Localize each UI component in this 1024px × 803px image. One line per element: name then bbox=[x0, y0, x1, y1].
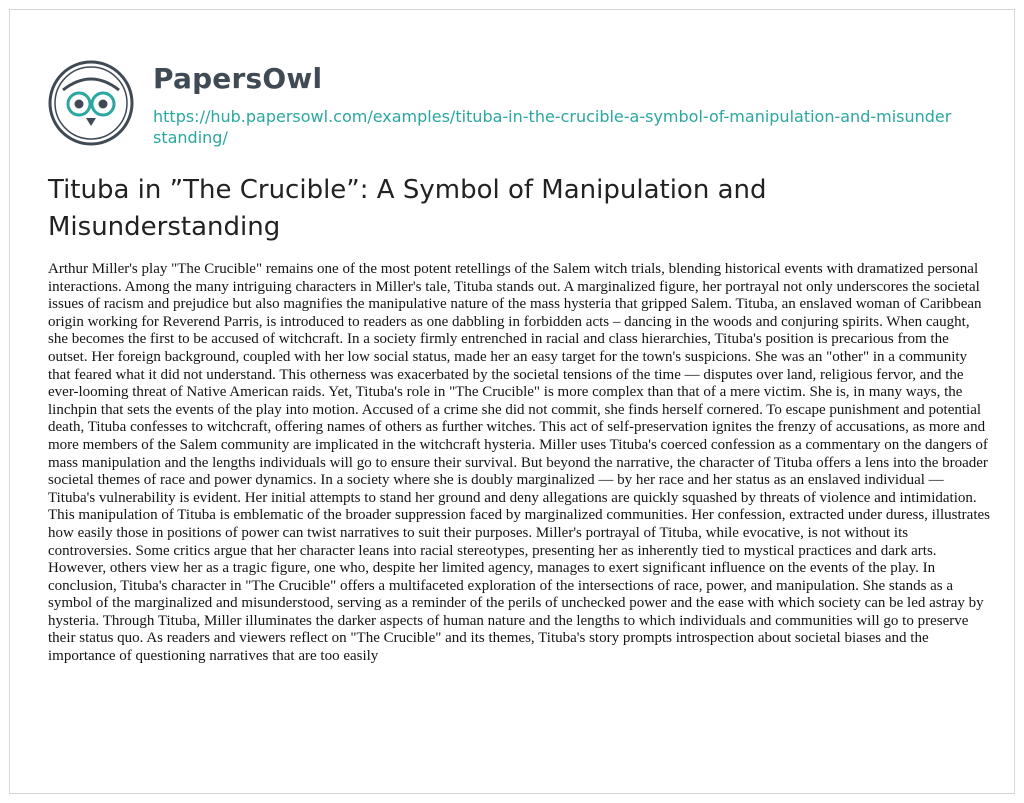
source-url-link[interactable]: https://hub.papersowl.com/examples/tituba-in-the-crucible-a-symbol-of-manipulation-and-misunderstanding/ bbox=[153, 107, 952, 147]
owl-face-icon bbox=[48, 60, 134, 146]
essay-body: Arthur Miller's play "The Crucible" remains one of the most potent retellings of the Salem witch trials, blending historical events with dramatized personal interactions. Among the many intriguing characters in Miller's tale, Tituba stands out. A marginalized figure, her portrayal not only underscores the societal issues of racism and prejudice but also magnifies the manipulative nature of the mass hysteria that gripped Salem. Tituba, an enslaved woman of Caribbean origin working for Reverend Parris, is introduced to readers as one dabbling in forbidden acts – dancing in the woods and conjuring spirits. When caught, she becomes the first to be accused of witchcraft. In a society firmly entrenched in racial and class hierarchies, Tituba's position is precarious from the outset. Her foreign background, coupled with her low social status, made her an easy target for the town's suspicions. She was an "other" in a community that feared what it did not understand. This otherness was exacerbated by the societal tensions of the time — disputes over land, religious fervor, and the ever-looming threat of Native American raids. Yet, Tituba's role in "The Crucible" is more complex than that of a mere victim. She is, in many ways, the linchpin that sets the events of the play into motion. Accused of a crime she did not commit, she finds herself cornered. To escape punishment and potential death, Tituba confesses to witchcraft, offering names of others as further witches. This act of self-preservation ignites the frenzy of accusations, as more and more members of the Salem community are implicated in the witchcraft hysteria. Miller uses Tituba's coerced confession as a commentary on the dangers of mass manipulation and the lengths individuals will go to ensure their survival. But beyond the narrative, the character of Tituba offers a lens into the broader societal themes of race and power dynamics. In a society where she is doubly marginalized — by her race and her status as an enslaved individual — Tituba's vulnerability is evident. Her initial attempts to stand her ground and deny allegations are quickly squashed by threats of violence and intimidation. This manipulation of Tituba is emblematic of the broader suppression faced by marginalized communities. Her confession, extracted under duress, illustrates how easily those in positions of power can twist narratives to suit their purposes. Miller's portrayal of Tituba, while evocative, is not without its controversies. Some critics argue that her character leans into racial stereotypes, presenting her as inherently tied to mystical practices and dark arts. However, others view her as a tragic figure, one who, despite her limited agency, manages to exert significant influence on the events of the play. In conclusion, Tituba's character in "The Crucible" offers a multifaceted exploration of the intersections of race, power, and manipulation. She stands as a symbol of the marginalized and misunderstood, serving as a reminder of the perils of unchecked power and the ease with which society can be led astray by hysteria. Through Tituba, Miller illuminates the darker aspects of human nature and the lengths to which individuals and communities will go to preserve their status quo. As readers and viewers reflect on "The Crucible" and its themes, Tituba's story prompts introspection about societal biases and the importance of questioning narratives that are too easily bbox=[48, 261, 990, 665]
brand-name: PapersOwl bbox=[153, 62, 323, 95]
site-header bbox=[48, 60, 978, 150]
essay-title: Tituba in ”The Crucible”: A Symbol of Manipulation and Misunderstanding bbox=[48, 175, 767, 242]
